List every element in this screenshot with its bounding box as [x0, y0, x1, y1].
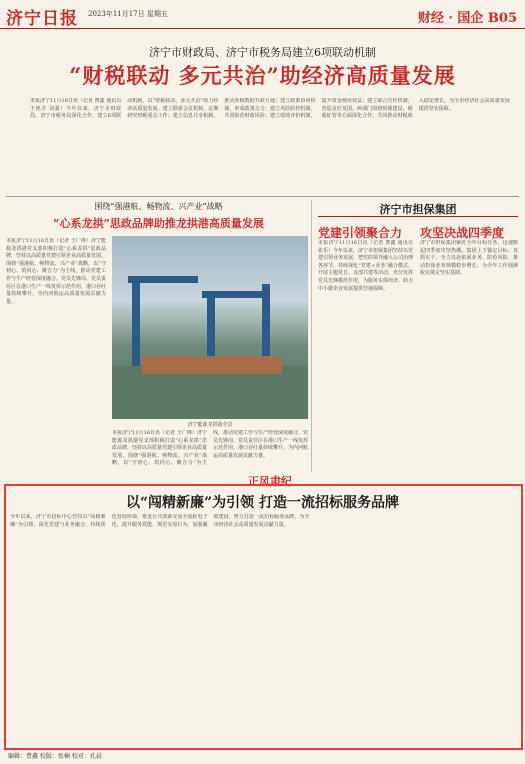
port-photo [112, 236, 308, 419]
lead-kicker: 济宁市财政局、济宁市税务局建立6项联动机制 [149, 46, 376, 59]
bottom-body: 今年以来，济宁市招标中心坚持以“闯精新廉”为引领，深化党建与业务融合，持续优化营商环境，推进公共资源交易全流程电子化，提升服务效能，规范交易行为，加强廉政建设，努力打造一流招标服务品牌，为全市经济社会高质量发展贡献力量。 [10, 514, 310, 528]
story3-title: 党建引领聚合力 [318, 226, 403, 240]
story2-headline: “心系龙拱”思政品牌助推龙拱港高质量发展 [53, 217, 264, 230]
newspaper-logo: 济宁日报 [6, 9, 78, 29]
section-rule [318, 216, 518, 217]
story4-body: 济宁市担保集团紧盯全年目标任务，迅速掀起四季度攻坚热潮。集团上下锚定目标、真抓实干，全力以赴拓展业务、防范风险，推动担保业务规模稳步增长，为全年工作圆满收官奠定坚实基础。 [420, 240, 518, 277]
story2-body-col1: 本报济宁11月16日讯（记者 王广锋）济宁能源龙拱港党支部积极打造“心系龙拱”思政品牌，坚持以高质量党建引领企业高质量发展。围绕“强港航、畅物流、兴产业”战略，以“守初心、筑同心、聚合力”为主线，推动党建工作与生产经营深度融合。党员先锋岗、党员责任区在港口生产一线发挥示范作用，港口吞吐量持续攀升，为内河航运高质量发展贡献力量。 [6, 238, 106, 305]
editor-credits: 编辑：曹鑫 校版：张楠 校对：孔晨 [8, 753, 102, 760]
section-label: 财经 · 国企 B05 [417, 11, 517, 26]
story4-title: 攻坚决战四季度 [420, 226, 505, 240]
story3-body: 本报济宁11月16日讯（记者 曹鑫 通讯员 张乐）今年以来，济宁市担保集团坚持以党建引领业务发展，把党的领导融入公司治理各环节，持续深化“党建+业务”融合模式，开展主题党日、支部共建等活动，充分发挥党员先锋模范作用，为服务实体经济、助力中小微企业发展提供坚强保障。 [318, 240, 413, 292]
story2-body-col2: 本报济宁11月16日讯（记者 王广锋）济宁能源龙拱港党支部积极打造“心系龙拱”思政品牌，坚持以高质量党建引领企业高质量发展。围绕“强港航、畅物流、兴产业”战略，以“守初心、筑同心、聚合力”为主线，推动党建工作与生产经营深度融合。党员先锋岗、党员责任区在港口生产一线发挥示范作用，港口吞吐量持续攀升，为内河航运高质量发展贡献力量。 [112, 430, 308, 467]
photo-caption: 济宁能源龙拱港全景 [187, 422, 233, 428]
lead-headline: “财税联动 多元共治”助经济高质量发展 [69, 63, 456, 88]
section-header: 济宁市担保集团 [379, 203, 457, 216]
bottom-headline: 以“闯精新廉”为引领 打造一流招标服务品牌 [126, 495, 399, 511]
bottom-section-label: 正风肃纪 [248, 475, 292, 488]
column-divider [311, 200, 312, 472]
masthead-date: 2023年11月17日 星期五 [88, 10, 168, 18]
story2-kicker: 围绕“强港航、畅物流、兴产业”战略 [94, 202, 223, 211]
divider [6, 196, 519, 197]
lead-body: 本报济宁11月16日讯（记者 曹鑫 通讯员 王艳芳 刘强）今年以来，济宁市财政局、济宁市税务局深化合作，建立6项联动机制，以“财税联动、多元共治”助力经济高质量发展。建立联席会议机制，定期研究财税重点工作；建立信息共享机制，推动涉税数据互联互通；建立政策协同机制，形成政策合力；建立风险防控机制，共同防范财政风险；建立绩效评价机制，提升资金使用效益；建立联合宣传机制，营造良好氛围。两部门围绕财源建设、税收征管等方面深化合作，共同推动财税收入稳定增长，为全市经济社会高质量发展提供坚实保障。 [30, 98, 510, 120]
